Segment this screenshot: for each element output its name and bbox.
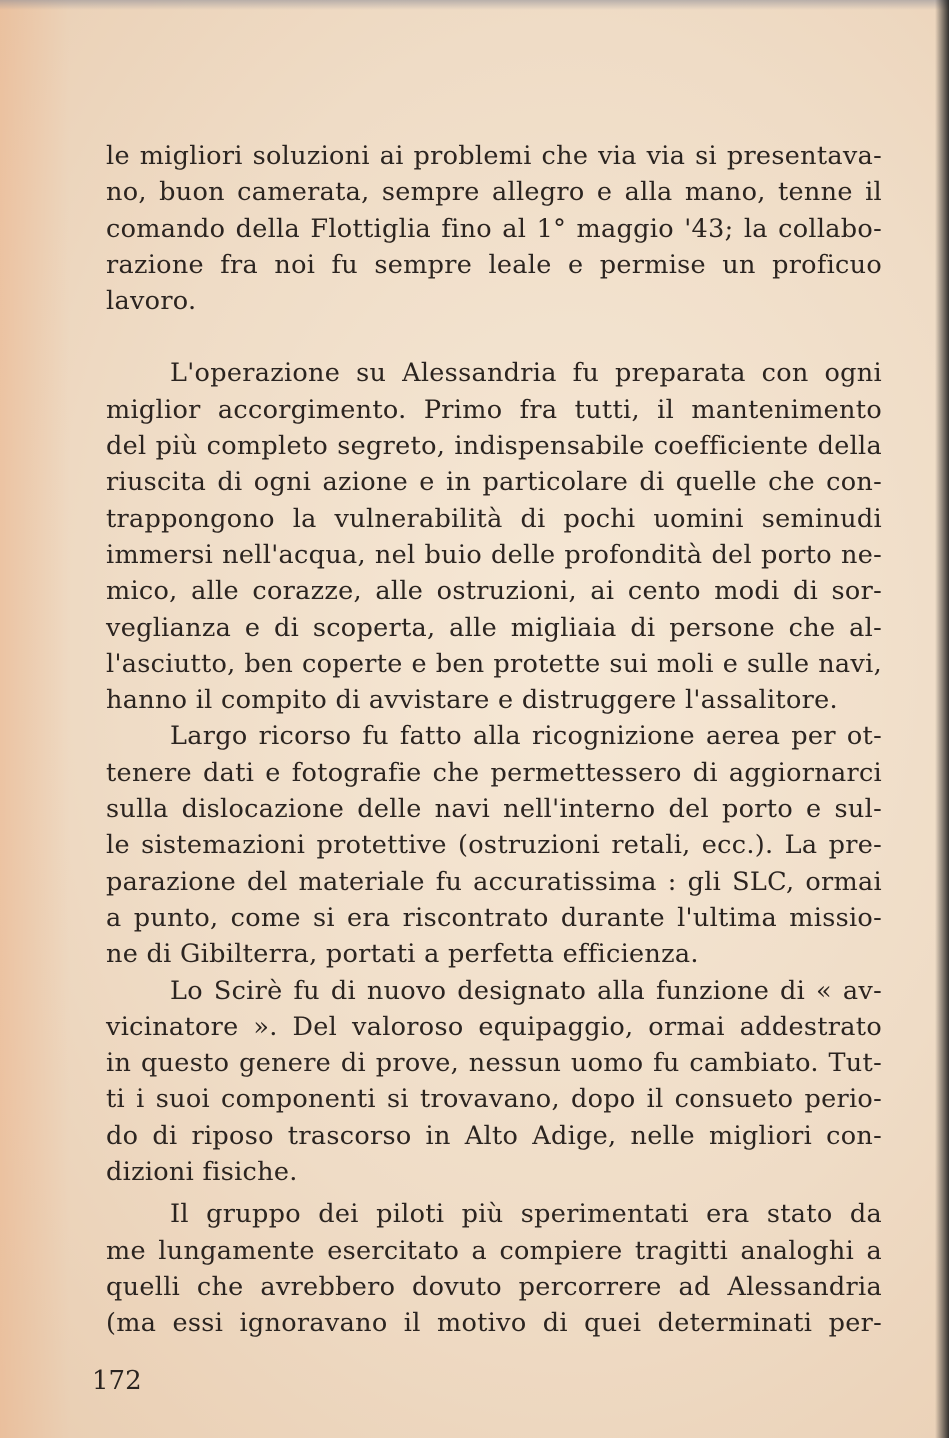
page-number: 172 [92, 1366, 142, 1396]
text-line: l'asciutto, ben coperte e ben protette sui moli e sulle navi, [106, 648, 882, 679]
text-line: comando della Flottiglia fino al 1° maggio '43; la collabo- [106, 213, 882, 244]
text-line: ne di Gibilterra, portati a perfetta efficienza. [106, 939, 699, 970]
text-line: do di riposo trascorso in Alto Adige, nelle migliori con- [106, 1120, 882, 1151]
text-line: sulla dislocazione delle navi nell'interno del porto e sul- [106, 794, 882, 825]
body-text [106, 138, 882, 1342]
text-line: a punto, come si era riscontrato durante l'ultima missio- [106, 902, 882, 933]
text-line: lavoro. [106, 286, 197, 317]
text-line: Lo Scirè fu di nuovo designato alla funzione di « av- [170, 975, 882, 1006]
text-line: parazione del materiale fu accuratissima : gli SLC, ormai [106, 866, 882, 897]
text-line: razione fra noi fu sempre leale e permise un proficuo [106, 249, 882, 280]
text-line: miglior accorgimento. Primo fra tutti, il mantenimento [106, 394, 882, 425]
text-line: le migliori soluzioni ai problemi che via via si presentava- [106, 141, 882, 171]
text-line: hanno il compito di avvistare e distruggere l'assalitore. [106, 685, 838, 716]
text-line: trappongono la vulnerabilità di pochi uomini seminudi [106, 503, 882, 534]
text-line: Largo ricorso fu fatto alla ricognizione aerea per ot- [170, 721, 882, 752]
text-line: me lungamente esercitato a compiere tragitti analoghi a [106, 1235, 882, 1266]
text-line: no, buon camerata, sempre allegro e alla mano, tenne il [106, 177, 882, 208]
text-line: quelli che avrebbero dovuto percorrere ad Alessandria [106, 1271, 882, 1302]
text-line: dizioni fisiche. [106, 1157, 298, 1188]
text-line: riuscita di ogni azione e in particolare di quelle che con- [106, 467, 882, 498]
text-line: vicinatore ». Del valoroso equipaggio, ormai addestrato [106, 1011, 882, 1042]
text-line: veglianza e di scoperta, alle migliaia di persone che al- [106, 612, 882, 643]
text-line: le sistemazioni protettive (ostruzioni retali, ecc.). La pre- [106, 830, 882, 861]
paragraph-gap [106, 319, 882, 355]
text-line: tenere dati e fotografie che permettessero di aggiornarci [106, 757, 882, 788]
text-line: in questo genere di prove, nessun uomo fu cambiato. Tut- [106, 1048, 882, 1079]
text-line: ti i suoi componenti si trovavano, dopo il consueto perio- [106, 1084, 882, 1115]
text-line: immersi nell'acqua, nel buio delle profondità del porto ne- [106, 539, 882, 570]
text-line: (ma essi ignoravano il motivo di quei determinati per- [106, 1308, 882, 1339]
page-top-edge [0, 0, 949, 10]
text-line: mico, alle corazze, alle ostruzioni, ai cento modi di sor- [106, 576, 882, 607]
text-line: Il gruppo dei piloti più sperimentati era stato da [170, 1199, 882, 1230]
text-line: del più completo segreto, indispensabile coefficiente della [106, 431, 882, 462]
text-line: L'operazione su Alessandria fu preparata con ogni [170, 358, 882, 389]
